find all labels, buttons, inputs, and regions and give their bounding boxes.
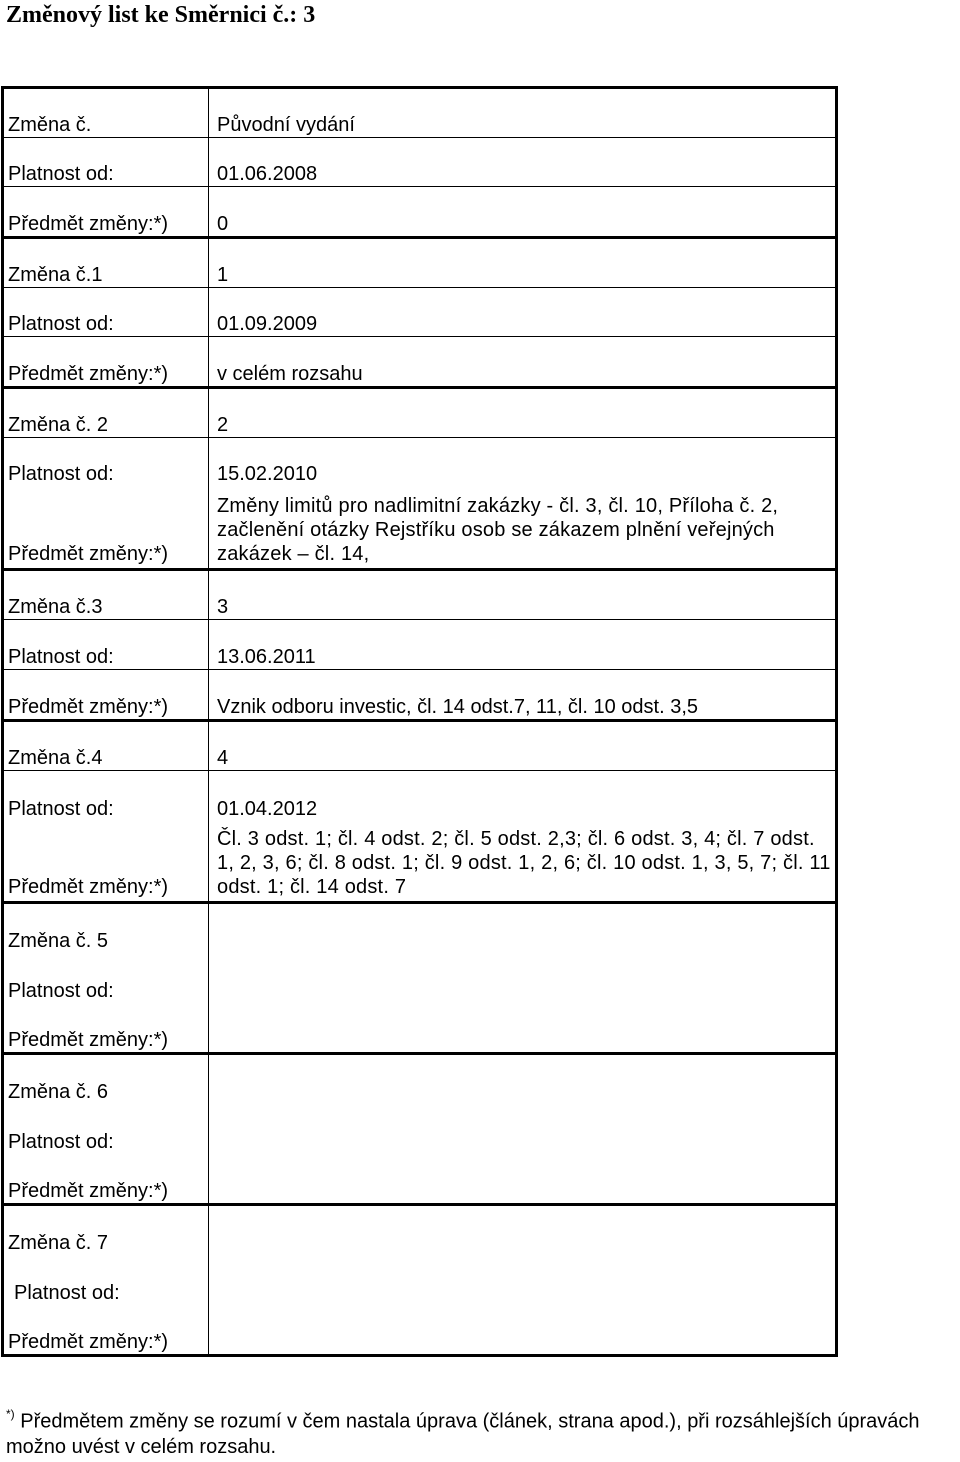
row-value: 0	[209, 187, 837, 238]
row-value: Původní vydání	[209, 88, 837, 138]
row-value: 1	[209, 238, 837, 288]
row-value: 01.09.2009	[209, 288, 837, 337]
row-label: Předmět změny:*)	[8, 543, 169, 565]
table-row	[3, 337, 837, 388]
row-label: Změna č.3	[3, 570, 209, 620]
footnote	[6, 1404, 956, 1460]
footnote-mark: *)	[6, 1407, 15, 1421]
row-value: 4	[209, 721, 837, 771]
row-label: Změna č.4	[3, 721, 209, 771]
table-row	[3, 771, 837, 821]
row-label: Změna č.	[8, 114, 92, 136]
row-label: Platnost od:	[14, 1281, 120, 1304]
table-row	[3, 953, 837, 1003]
row-value	[209, 1205, 837, 1255]
row-label: Změna č. 2	[3, 388, 209, 438]
table-row	[3, 821, 837, 903]
row-value: Vznik odboru investic, čl. 14 odst.7, 11, čl. 10 odst. 3,5	[209, 670, 837, 721]
row-value	[209, 953, 837, 1003]
change-table	[1, 86, 838, 1357]
row-label: Platnost od:	[3, 438, 209, 486]
row-value: v celém rozsahu	[209, 337, 837, 388]
table-row	[3, 486, 837, 570]
row-label: Předmět změny:*)	[8, 876, 169, 898]
table-row	[3, 187, 837, 238]
table-row	[3, 670, 837, 721]
table-row	[3, 1255, 837, 1305]
table-row	[3, 88, 837, 138]
row-label: Platnost od:	[3, 288, 209, 337]
row-value: 3	[209, 570, 837, 620]
table-row	[3, 288, 837, 337]
table-row	[3, 438, 837, 486]
table-row	[3, 620, 837, 670]
table-row	[3, 1305, 837, 1356]
row-label: Platnost od:	[3, 620, 209, 670]
row-label: Platnost od:	[3, 138, 209, 187]
footnote-text: Předmětem změny se rozumí v čem nastala úprava (článek, strana apod.), při rozsáhlejších úpravách možno uvést v celém rozsahu.	[6, 1410, 920, 1458]
row-value	[209, 903, 837, 953]
row-label: Změna č. 7	[3, 1205, 209, 1255]
row-value	[209, 1104, 837, 1154]
table-row	[3, 570, 837, 620]
table-row	[3, 1054, 837, 1104]
row-label: Předmět změny:*)	[8, 1180, 169, 1202]
row-value	[209, 1003, 837, 1054]
row-value: 01.06.2008	[209, 138, 837, 187]
row-label: Předmět změny:*)	[3, 187, 209, 238]
row-label: Platnost od:	[3, 771, 209, 821]
table-row	[3, 238, 837, 288]
row-value: Čl. 3 odst. 1; čl. 4 odst. 2; čl. 5 odst. 2,3; čl. 6 odst. 3, 4; čl. 7 odst. 1, 2, 3, 6; čl. 8 odst. 1; čl. 9 odst. 1, 2, 6; čl. 10 odst. 1, 3, 5, 7; čl. 11 odst. 1; čl. 14 odst. 7	[209, 821, 837, 903]
row-value	[209, 1054, 837, 1104]
row-value: Změny limitů pro nadlimitní zakázky - čl. 3, čl. 10, Příloha č. 2, začlenění otázky Rejstříku osob se zákazem plnění veřejných zakázek – čl. 14,	[209, 486, 837, 570]
row-value	[209, 1305, 837, 1356]
row-label: Předmět změny:*)	[8, 1331, 169, 1353]
row-label: Změna č.1	[3, 238, 209, 288]
row-value: 01.04.2012	[209, 771, 837, 821]
table-row	[3, 903, 837, 953]
table-row	[3, 1003, 837, 1054]
page-title: Změnový list ke Směrnici č.: 3	[6, 2, 316, 28]
row-label: Platnost od:	[8, 979, 114, 1002]
row-value: 13.06.2011	[209, 620, 837, 670]
row-label: Předmět změny:*)	[3, 670, 209, 721]
table-row	[3, 138, 837, 187]
row-label: Platnost od:	[8, 1130, 114, 1153]
table-row	[3, 388, 837, 438]
row-value: 2	[209, 388, 837, 438]
row-label: Změna č. 6	[3, 1054, 209, 1104]
row-value	[209, 1255, 837, 1305]
row-label: Předmět změny:*)	[3, 337, 209, 388]
row-label: Změna č. 5	[3, 903, 209, 953]
table-row	[3, 1205, 837, 1255]
row-label: Předmět změny:*)	[8, 1029, 169, 1051]
row-value	[209, 1154, 837, 1205]
row-value: 15.02.2010	[209, 438, 837, 486]
table-row	[3, 1104, 837, 1154]
table-row	[3, 1154, 837, 1205]
table-row	[3, 721, 837, 771]
